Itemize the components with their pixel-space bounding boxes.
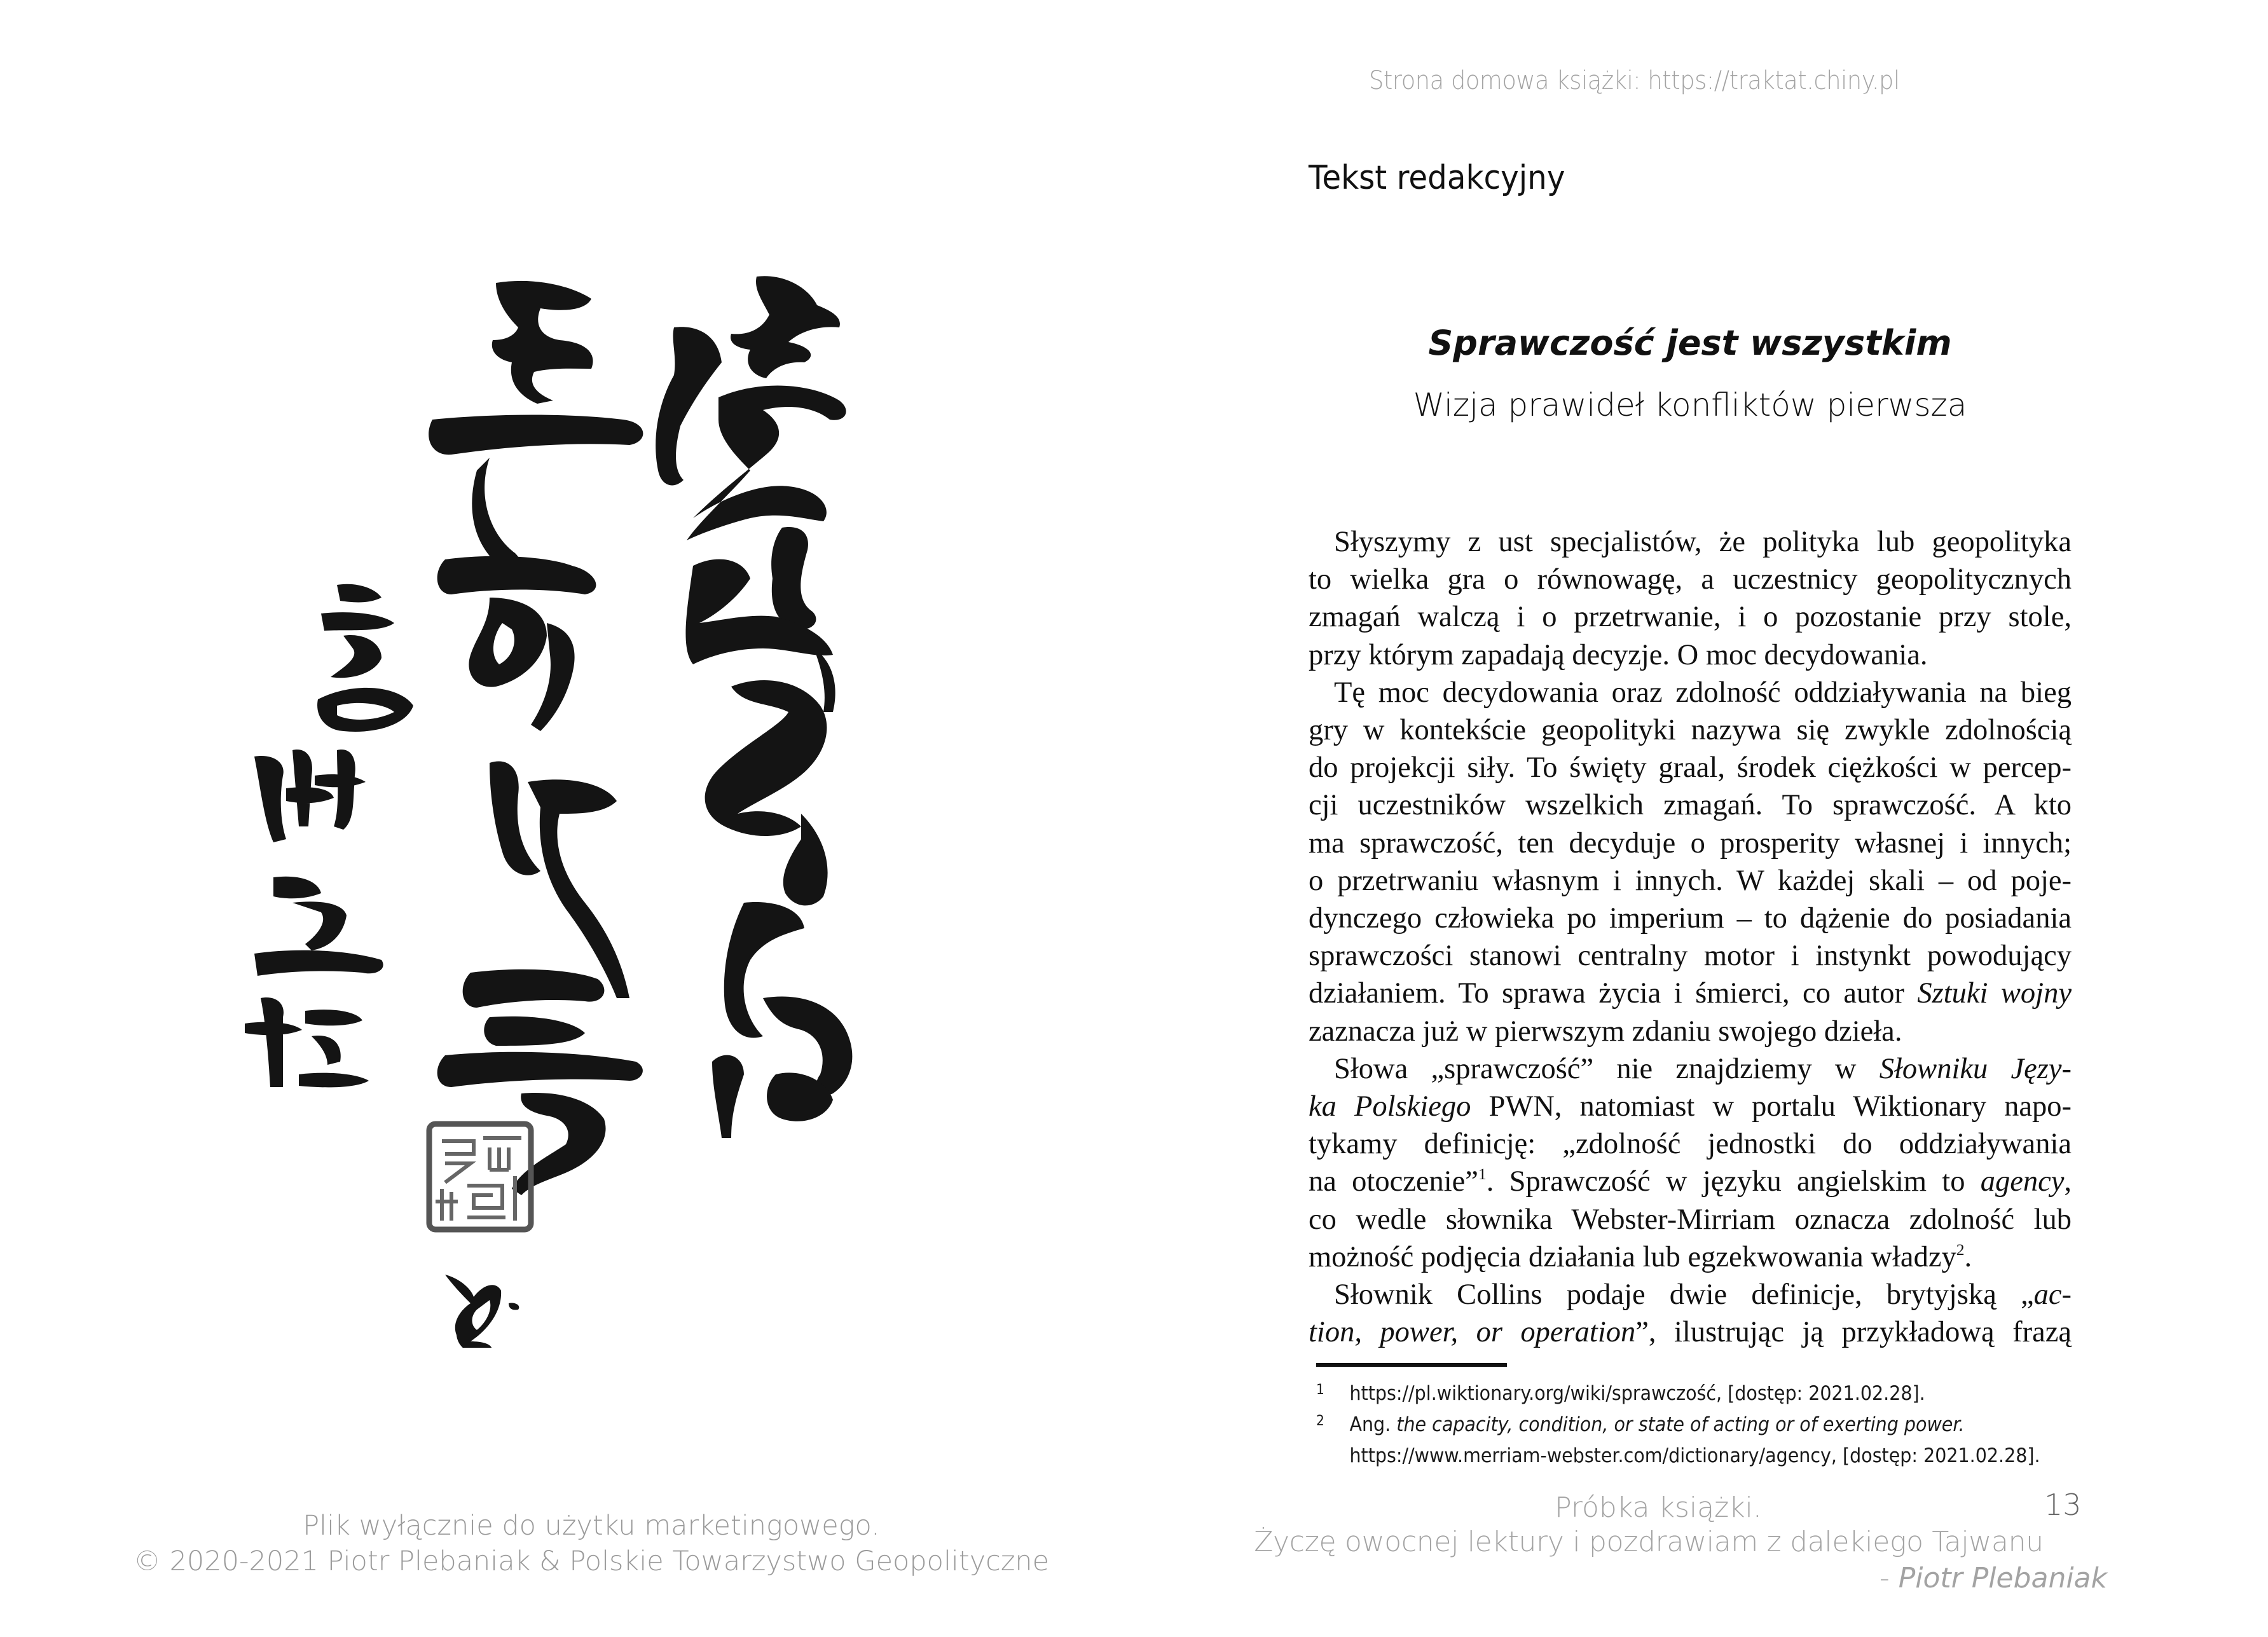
brush-stroke (321, 584, 394, 678)
brush-stroke (299, 1010, 369, 1087)
text-run: działaniem. To sprawa życia i śmierci, co autor (1309, 977, 1918, 1010)
definition-quote: ac- (2033, 1278, 2072, 1312)
definition-quote: tion, power, or operation (1309, 1316, 1636, 1349)
text-run: PWN, natomiast w portalu Wiktionary napo- (1471, 1090, 2072, 1123)
text-run: ”, ilustrując ją przykładową frazą (1635, 1316, 2072, 1349)
footnote-ref-2[interactable]: 2 (1956, 1240, 1965, 1259)
text-line: gry w kontekście geopolityki nazywa się zwykle zdolnością (1309, 714, 2072, 747)
brush-stroke (512, 1093, 606, 1195)
footnote-number: 2 (1316, 1413, 1324, 1429)
text-line: tykamy definicję: „zdolność jednostki do oddziaływania (1309, 1128, 2072, 1161)
text-line: do projekcji siły. To święty graal, środek ciężkości w percep- (1309, 751, 2072, 784)
book-title-sztuki-wojny: Sztuki wojny (1917, 977, 2072, 1010)
text-line (1309, 1163, 2072, 1200)
calligraphy-column-right (656, 276, 852, 1138)
brush-stroke (528, 779, 629, 998)
text-line: ma sprawczość, ten decyduje o prosperity własnej i innych; (1309, 826, 2072, 860)
dictionary-title: Słowniku Języ- (1879, 1052, 2072, 1085)
footnote-link[interactable]: https://pl.wiktionary.org/wiki/sprawczość, [dostęp: 2021.02.28]. (1349, 1382, 1925, 1405)
book-homepage-header: Strona domowa książki: https://traktat.chiny.pl (1369, 66, 1900, 95)
chapter-title: Sprawczość jest wszystkim (1428, 323, 1952, 363)
text-line: zaznacza już w pierwszym zdaniu swojego dzieła. (1309, 1015, 1902, 1048)
chapter-subtitle: Wizja prawideł konfliktów pierwsza (1413, 387, 1967, 423)
text-line (1309, 1238, 2072, 1276)
brush-stroke (687, 385, 846, 540)
greeting: Życzę owocnej lektury i pozdrawiam z dalekiego Tajwanu (1254, 1526, 2044, 1558)
brush-stroke (492, 281, 593, 404)
artist-signature (445, 1275, 519, 1348)
brush-stroke (490, 761, 540, 875)
text-run: Słownik Collins podaje dwie definicje, brytyjską „ (1334, 1278, 2034, 1312)
text-run: na otoczenie” (1309, 1165, 1478, 1198)
brush-stroke (273, 877, 347, 950)
brush-stroke (437, 1052, 643, 1087)
text-run: . (1964, 1240, 1972, 1273)
footnote-2 (1316, 1409, 2040, 1472)
footnote-1 (1316, 1378, 1925, 1409)
footnote-definition: the capacity, condition, or state of acting or of exerting power. (1396, 1413, 1965, 1436)
author-signature (1880, 1562, 2107, 1594)
term-agency: agency (1980, 1165, 2065, 1198)
text-run: Słowa „sprawczość” nie znajdziemy w (1334, 1052, 1880, 1085)
text-line: co wedle słownika Webster-Mirriam oznacza zdolność lub (1309, 1203, 2072, 1236)
artist-seal (429, 1124, 531, 1229)
calligraphy-artwork (191, 267, 954, 1348)
brush-stroke (317, 688, 413, 732)
right-page (1134, 0, 2268, 1637)
copyright-notice: © 2020-2021 Piotr Plebaniak & Polskie Towarzystwo Geopolityczne (133, 1545, 1050, 1577)
author-name: Piotr Plebaniak (1898, 1562, 2107, 1594)
text-line (1309, 975, 2072, 1012)
text-run: . Sprawczość w języku angielskim to (1486, 1165, 1981, 1198)
text-line: Tę moc decydowania oraz zdolność oddziaływania na bieg (1334, 676, 2072, 709)
text-line: cji uczestników wszelkich zmagań. To sprawczość. A kto (1309, 789, 2072, 822)
text-run: , (2064, 1165, 2072, 1198)
brush-stroke (771, 527, 816, 629)
brush-stroke (712, 1055, 744, 1138)
text-run: możność podjęcia działania lub egzekwowania władzy (1309, 1240, 1956, 1273)
dictionary-title: ka Polskiego (1309, 1090, 1471, 1123)
marketing-notice: Plik wyłącznie do użytku marketingowego. (303, 1510, 880, 1542)
text-line: dynczego człowieka po imperium – to dążenie do posiadania (1309, 902, 2072, 935)
text-line: zmagań walczą i o przetrwanie, i o pozostanie przy stole, (1309, 601, 2072, 634)
sample-label: Próbka książki. (1555, 1491, 1762, 1524)
text-line (1309, 1276, 2072, 1313)
footnote-text: Ang. (1349, 1413, 1397, 1436)
text-line (1309, 1088, 2072, 1125)
brush-stroke (656, 327, 722, 485)
brush-stroke (254, 950, 383, 976)
brush-stroke (286, 750, 334, 826)
footnote-number: 1 (1316, 1382, 1324, 1398)
text-line: sprawczości stanowi centralny motor i instynkt powodujący (1309, 940, 2072, 973)
brush-stroke (437, 556, 596, 594)
footnote-separator (1316, 1363, 1507, 1367)
text-line: Słyszymy z ust specjalistów, że polityka lub geopolityka (1334, 526, 2072, 558)
footnotes (1316, 1378, 2040, 1472)
text-line (1309, 1050, 2072, 1088)
brush-stroke (469, 598, 547, 687)
calligraphy-signature-column (245, 584, 413, 1088)
body-text (1309, 523, 2072, 1351)
brush-stroke (463, 969, 605, 1008)
footnote-link[interactable]: https://www.merriam-webster.com/dictionary/agency, [dostęp: 2021.02.28]. (1349, 1444, 2040, 1467)
footnote-ref-1[interactable]: 1 (1478, 1165, 1487, 1184)
text-line: to wielka gra o równowagę, a uczestnicy geopolitycznych (1309, 563, 2072, 596)
signature-dash: - (1879, 1562, 1899, 1594)
text-line: o przetrwaniu własnym i innych. W każdej skali – od poje- (1309, 864, 2072, 897)
brush-stroke (731, 276, 840, 378)
brush-stroke (254, 756, 286, 842)
brush-stroke (705, 680, 827, 836)
text-line: przy którym zapadają decyzje. O moc decydowania. (1309, 638, 1928, 671)
calligraphy-column-middle (429, 281, 643, 1195)
section-label: Tekst redakcyjny (1309, 159, 1565, 197)
sample-note (1134, 1491, 2164, 1559)
marketing-footer (114, 1508, 1068, 1579)
brush-stroke (484, 1017, 585, 1046)
page-number: 13 (2044, 1488, 2082, 1522)
brush-stroke (429, 415, 643, 455)
brush-stroke (245, 997, 302, 1087)
text-line (1309, 1313, 2072, 1351)
